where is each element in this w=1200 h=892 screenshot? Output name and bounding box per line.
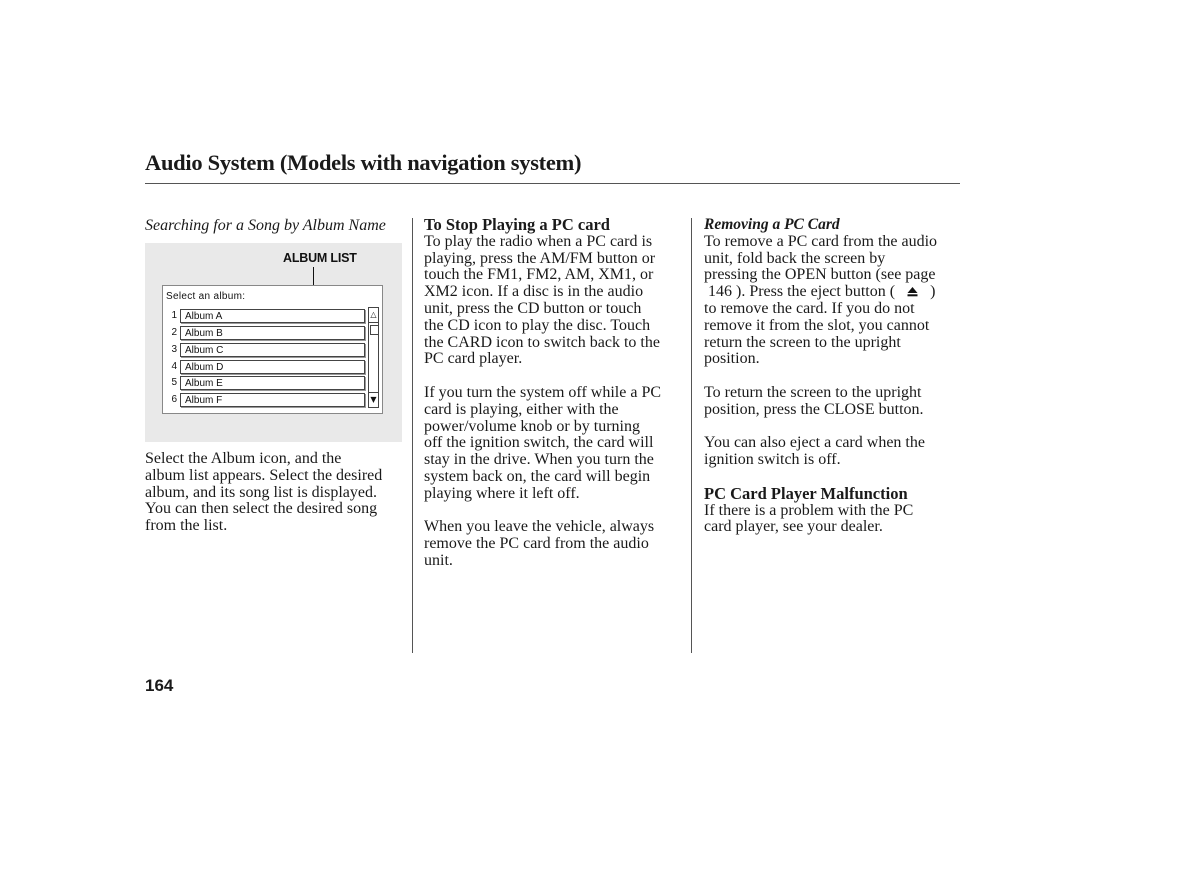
body-line: position. <box>704 350 760 368</box>
row-number: 6 <box>171 394 177 405</box>
page-number: 164 <box>145 676 174 695</box>
album-row[interactable]: Album B <box>180 326 365 340</box>
eject-icon <box>907 285 918 296</box>
body-line: playing where it left off. <box>424 484 580 502</box>
body-line: If you turn the system off while a PC <box>424 383 662 401</box>
body-text: ) <box>930 283 936 301</box>
body-line: ignition switch is off. <box>704 451 841 469</box>
row-number: 3 <box>171 344 177 355</box>
album-row[interactable]: Album A <box>180 309 365 323</box>
body-line-eject <box>704 284 966 301</box>
body-line: playing, press the AM/FM button or <box>424 249 656 267</box>
body-line: remove the PC card from the audio <box>424 535 649 553</box>
body-line: album, and its song list is displayed. <box>145 483 377 501</box>
column-1-body <box>145 451 382 535</box>
screen-prompt: Select an album: <box>166 291 246 302</box>
album-row[interactable]: Album D <box>180 360 365 374</box>
body-line: the CD icon to play the disc. Touch <box>424 316 651 334</box>
body-line: position, press the CLOSE button. <box>704 400 924 418</box>
title-divider <box>145 183 960 184</box>
body-line: To remove a PC card from the audio <box>704 232 938 250</box>
scrollbar[interactable] <box>368 307 379 408</box>
body-line: album list appears. Select the desired <box>145 466 383 484</box>
body-line: You can also eject a card when the <box>704 434 925 452</box>
section-heading: Removing a PC Card <box>704 216 840 233</box>
scroll-up-icon[interactable]: △ <box>368 307 379 323</box>
body-line: If there is a problem with the PC <box>704 501 914 519</box>
body-line: card player, see your dealer. <box>704 518 883 536</box>
body-line: remove it from the slot, you cannot <box>704 316 930 334</box>
body-line: card is playing, either with the <box>424 400 619 418</box>
body-line: return the screen to the upright <box>704 333 901 351</box>
body-line: system back on, the card will begin <box>424 467 651 485</box>
body-line: To play the radio when a PC card is <box>424 232 653 250</box>
body-line: touch the FM1, FM2, AM, XM1, or <box>424 266 654 284</box>
body-line: unit, fold back the screen by <box>704 249 886 267</box>
body-line: You can then select the desired song <box>145 500 378 518</box>
body-line: Select the Album icon, and the <box>145 450 342 467</box>
scroll-thumb[interactable] <box>370 325 379 335</box>
row-number: 2 <box>171 327 177 338</box>
album-list-figure <box>145 243 402 442</box>
scroll-down-icon[interactable]: ▼ <box>368 392 379 408</box>
body-line: off the ignition switch, the card will <box>424 434 654 452</box>
body-line: from the list. <box>145 517 228 535</box>
body-line: unit, press the CD button or touch <box>424 299 642 317</box>
album-list-screen <box>162 285 383 414</box>
body-text: 146 ). Press the eject button ( <box>704 283 896 301</box>
album-row[interactable]: Album E <box>180 376 365 390</box>
body-line: unit. <box>424 551 453 569</box>
body-line: stay in the drive. When you turn the <box>424 451 654 469</box>
callout-label: ALBUM LIST <box>283 251 357 265</box>
body-line: to remove the card. If you do not <box>704 299 915 317</box>
column-3 <box>704 217 966 536</box>
body-line: To return the screen to the upright <box>704 383 922 401</box>
section-heading: To Stop Playing a PC card <box>424 215 610 234</box>
figure-caption: Searching for a Song by Album Name <box>145 217 386 234</box>
row-number: 1 <box>171 310 177 321</box>
body-line: power/volume knob or by turning <box>424 417 640 435</box>
body-line: the CARD icon to switch back to the <box>424 333 660 351</box>
body-line: PC card player. <box>424 350 523 368</box>
row-number: 4 <box>171 361 177 372</box>
album-row[interactable]: Album F <box>180 393 365 407</box>
section-heading: PC Card Player Malfunction <box>704 483 908 503</box>
body-line: XM2 icon. If a disc is in the audio <box>424 283 644 301</box>
album-row[interactable]: Album C <box>180 343 365 357</box>
page-title: Audio System (Models with navigation system) <box>145 150 582 175</box>
column-divider-1 <box>412 218 413 653</box>
column-2 <box>424 217 686 570</box>
body-line: When you leave the vehicle, always <box>424 518 655 536</box>
body-line: pressing the OPEN button (see page <box>704 266 936 284</box>
row-number: 5 <box>171 377 177 388</box>
column-divider-2 <box>691 218 692 653</box>
